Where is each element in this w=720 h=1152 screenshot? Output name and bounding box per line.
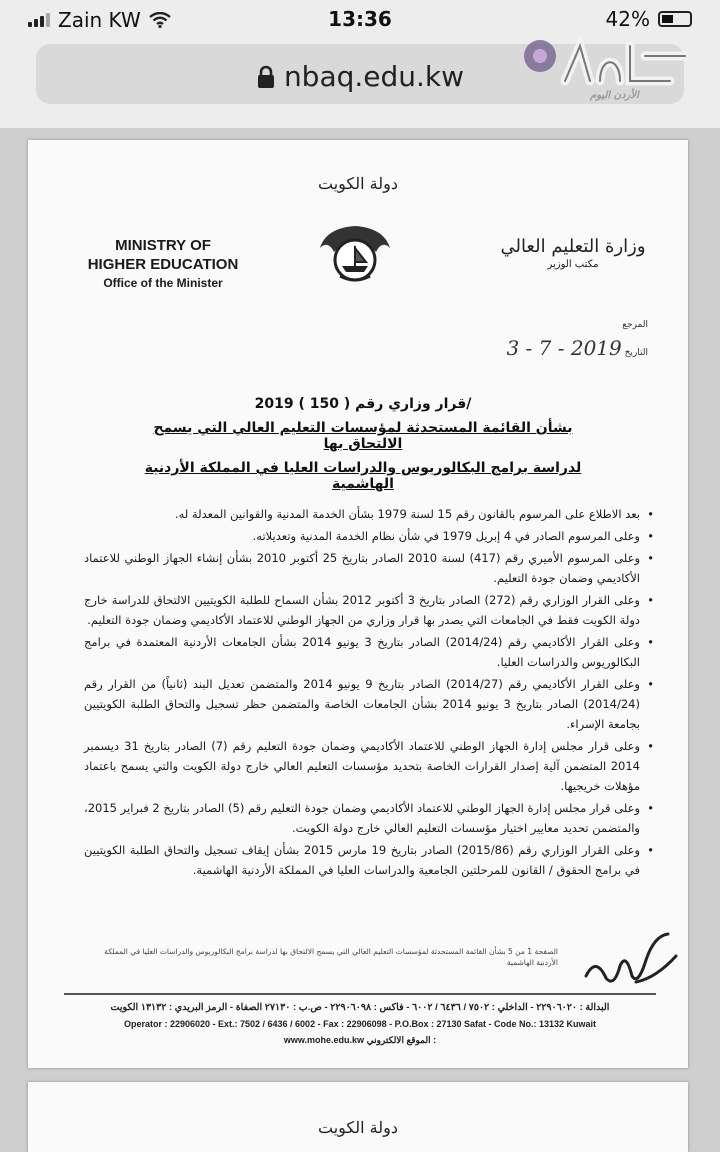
decision-title: قرار وزاري رقم ( 150 ) 2019/ (254, 396, 472, 412)
ministry-en-line1: MINISTRY OF (115, 237, 211, 254)
list-item: • وعلى القرار الوزاري رقم (272) الصادر بتاريخ 3 أكتوبر 2012 بشأن السماح للطلبة الكويتيين الالتحاق للدراسة خارج دولة الكويت فقط في الجامعات التي يصدر بها قرار وزاري من الجهاز الوطني للاعتماد الأكاديمي وضمان جودة التعليم. (84, 590, 654, 630)
kuwait-emblem-icon (316, 218, 394, 290)
signature-icon (576, 916, 686, 996)
clock: 13:36 (328, 7, 392, 31)
ministry-en (68, 236, 258, 293)
list-item: • وعلى قرار مجلس إدارة الجهاز الوطني للاعتماد الأكاديمي وضمان جودة التعليم رقم (5) الصادر بتاريخ 2 فبراير 2015، والمتضمن تحديد معايير اختيار مؤسسات التعليم العالي خارج دولة الكويت. (84, 798, 654, 838)
document-page (28, 140, 688, 1068)
footer-english: Operator : 22906020 - Ext.: 7502 / 6436 / 6002 - Fax : 22906098 - P.O.Box : 27130 Safat - Code No.: 13132 Kuwait (123, 1019, 597, 1029)
page-note: الصفحة 1 من 5 بشأن القائمة المستحدثة لمؤسسات التعليم العالي التي يسمح الالتحاق بها لدراسة برامج البكالوريوس والدراسات العليا في المملكة الأردنية الهاشمية (104, 947, 558, 967)
battery-percent: 42% (605, 7, 650, 31)
battery-group (606, 7, 692, 31)
state-name-next: دولة الكويت (318, 1118, 398, 1137)
list-item: • بعد الاطلاع على المرسوم بالقانون رقم 15 لسنة 1979 بشأن الخدمة المدنية والقوانين المعدلة له. (84, 504, 654, 524)
preamble-list (84, 504, 654, 882)
date-label: التاريخ (624, 348, 648, 358)
ministry-ar-title: وزارة التعليم العالي (500, 236, 646, 257)
reference-block (468, 320, 648, 360)
ministry-ar (498, 236, 648, 270)
website-url[interactable]: www.mohe.edu.kw (283, 1035, 365, 1045)
status-bar (0, 0, 720, 38)
ministry-ar-sub: مكتب الوزير (547, 259, 599, 270)
ref-label: المرجع (622, 320, 648, 330)
battery-icon (658, 11, 692, 27)
footer-divider (64, 993, 656, 995)
watermark-text: الأردن اليوم (590, 90, 639, 101)
carrier-name: Zain KW (58, 8, 141, 32)
watermark-mark-icon (520, 36, 690, 102)
list-item: • وعلى قرار مجلس إدارة الجهاز الوطني للاعتماد الأكاديمي وضمان جودة التعليم رقم (7) الصادر بتاريخ 31 ديسمبر 2014 المتضمن آلية إصدار القرارات الخاصة بتحديد مؤسسات التعليم العالي خارج دولة الكويت والتي يسمح باعتماد مؤهلات خريجيها. (84, 736, 654, 796)
ministry-en-line2: HIGHER EDUCATION (87, 256, 239, 273)
decision-header (128, 396, 598, 492)
list-item: • وعلى القرار الأكاديمي رقم (2014/27) الصادر بتاريخ 9 يونيو 2014 والمتضمن تعديل البند (ثانياً) من القرار رقم (2014/24) الصادر بتاريخ 3 يونيو 2014 بشأن الجامعات الخاصة والمتضمن حظر تسجيل والتحاق الطلبة الكويتيين بجامعة الإسراء. (84, 674, 654, 734)
date-value: 3 - 7 - 2019 (506, 336, 622, 360)
list-item: • وعلى المرسوم الصادر في 4 إبريل 1979 في شأن نظام الخدمة المدنية وتعديلاته. (84, 526, 654, 546)
subject-line2: لدراسة برامج البكالوريوس والدراسات العليا في المملكة الأردنية الهاشمية (144, 460, 582, 492)
footer-arabic: البدالة : ٢٢٩٠٦٠٢٠ - الداخلي : ٧٥٠٢ / ٦٤٣٦ / ٦٠٠٢ - فاكس : ٢٢٩٠٦٠٩٨ - ص.ب : ٢٧١٣٠ الصفاة - الرمز البريدي : ١٣١٣٢ الكويت (110, 1002, 610, 1013)
list-item: • وعلى المرسوم الأميري رقم (417) لسنة 2010 الصادر بتاريخ 25 أكتوبر 2010 بشأن إنشاء الجهاز الوطني للاعتماد الأكاديمي وضمان جودة التعليم. (84, 548, 654, 588)
letterhead-footer (64, 1000, 656, 1048)
watermark-logo (520, 36, 690, 102)
document-page-next (28, 1082, 688, 1152)
footer-website (64, 1032, 656, 1048)
lock-icon (256, 65, 276, 89)
battery-fill (662, 15, 673, 23)
url-text: nbaq.edu.kw (283, 60, 465, 93)
website-label: الموقع الالكتروني : (366, 1035, 437, 1045)
state-name: دولة الكويت (318, 174, 398, 193)
list-item: • وعلى القرار الوزاري رقم (2015/86) الصادر بتاريخ 19 مارس 2015 بشأن إيقاف تسجيل والتحاق الطلبة الكويتيين في برامج الحقوق / القانون للمرحلتين الجامعية والدراسات العليا في المملكة الأردنية الهاشمية. (84, 840, 654, 880)
ministry-en-line3: Office of the Minister (103, 276, 223, 290)
list-item: • وعلى القرار الأكاديمي رقم (2014/24) الصادر بتاريخ 3 يونيو 2014 بشأن الجامعات الأردنية المعتمدة في برامج البكالوريوس والدراسات العليا. (84, 632, 654, 672)
subject-line1: بشأن القائمة المستحدثة لمؤسسات التعليم العالي التي يسمح الالتحاق بها (153, 420, 573, 452)
